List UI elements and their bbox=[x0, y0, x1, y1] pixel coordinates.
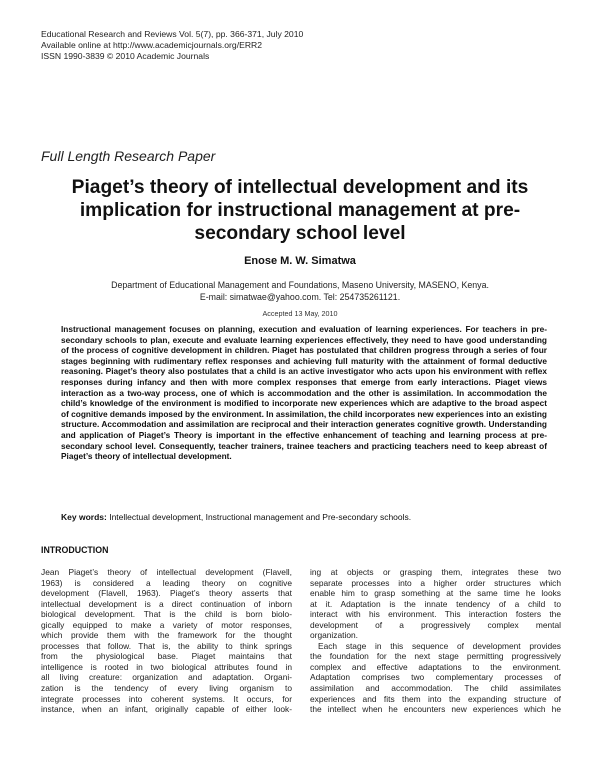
body-line: intellectual development is a direct continuation of inborn bbox=[41, 598, 292, 609]
body-line: development (Flavell, 1963). Piaget’s theory asserts that bbox=[41, 588, 292, 599]
title-line: Piaget’s theory of intellectual development and its bbox=[71, 177, 529, 198]
keywords bbox=[61, 512, 551, 522]
body-line: from the physiological base. Piaget maintains that bbox=[41, 651, 292, 662]
paper-title bbox=[56, 176, 544, 245]
body-line: the intellect when he encounters new experiences which he bbox=[310, 704, 561, 715]
body-line: ing at objects or grasping them, integrates these two bbox=[310, 567, 561, 577]
contact-line: E-mail: simatwae@yahoo.com. Tel: 254735261121. bbox=[199, 292, 401, 302]
body-line: processes that follow. That is, the ability to think springs bbox=[41, 640, 292, 651]
abstract: Instructional management focuses on planning, execution and evaluation of learning experiences. For teachers in pre-secondary schools to plan, execute and evaluate learning experiences effectively, they need to have good understanding of the process of cognitive development in children. Piaget has postulated that children progress through a series of four stages beginning with rudimentary reflex responses and achieving full maturity with the attainment of formal deductive reasoning. Piaget’s theory also postulates that a child is an active investigator who acts upon his environment with reflex responses during infancy and then with more complex responses that emerge from early interactions. Piaget views interaction as a two-way process, one of which is accommodation and the other is assimilation. In accommodation the child’s knowledge of the environment is modified to incorporate new experiences which are adaptive to the broad aspect of cognitive demands imposed by the environment. In assimilation, the child incorporates new experiences into an existing structure. Accommodation and assimilation are reciprocal and their interaction generates cognitive growth. Understanding and application of Piaget’s Theory is important in the effective enhancement of teaching and learning process at pre-secondary school level. Consequently, teacher trainers, trainee teachers and practicing teachers need to keep abreast of Piaget’s theory of intellectual development. bbox=[61, 324, 547, 462]
author-affiliation bbox=[0, 279, 600, 303]
journal-url: Available online at http://www.academicjournals.org/ERR2 bbox=[41, 40, 263, 50]
body-column-left bbox=[41, 567, 292, 715]
title-line: implication for instructional management at pre- bbox=[79, 200, 521, 221]
body-line: integrate processes into coherent systems. It occurs, for bbox=[41, 693, 292, 704]
body-line: zation is the tendency of every living organism to bbox=[41, 683, 292, 694]
body-line: organization. bbox=[310, 630, 358, 641]
body-line: complex and effective adaptations to the environment. bbox=[310, 661, 561, 672]
body-column-right bbox=[310, 567, 561, 715]
body-line: separate processes into a higher order structures which bbox=[310, 577, 561, 588]
body-line: instance, when an infant, originally capable of either look- bbox=[41, 704, 292, 715]
keywords-text: Intellectual development, Instructional management and Pre-secondary schools. bbox=[109, 512, 412, 522]
journal-citation: Educational Research and Reviews Vol. 5(7), pp. 366-371, July 2010 bbox=[41, 29, 304, 39]
body-line: experiences and fits them into the expanding structure of bbox=[310, 693, 561, 704]
body-line: 1963) is considered a leading theory on cognitive bbox=[41, 577, 292, 588]
body-line: which provide them with the framework for the thought bbox=[41, 630, 292, 641]
keywords-label: Key words: bbox=[61, 512, 107, 522]
journal-header bbox=[41, 29, 303, 62]
body-line: Adaptation comprises two complementary processes of bbox=[310, 672, 561, 683]
body-line: interact with his environment. This interaction fosters the bbox=[310, 609, 561, 620]
body-line: assimilation and accommodation. The child assimilates bbox=[310, 683, 561, 694]
body-line: biological development. That is the child is born biolo- bbox=[41, 609, 292, 620]
body-line: Each stage in this sequence of development provides bbox=[318, 640, 561, 651]
paper-type: Full Length Research Paper bbox=[41, 148, 216, 164]
author-name: Enose M. W. Simatwa bbox=[244, 255, 356, 267]
body-line: at it. Adaptation is the innate tendency of a child to bbox=[310, 598, 561, 609]
journal-issn: ISSN 1990-3839 © 2010 Academic Journals bbox=[41, 51, 210, 61]
title-line: secondary school level bbox=[194, 223, 406, 244]
body-line: the foundation for the next stage permitting progressively bbox=[310, 651, 561, 662]
body-line: development of a progressively complex mental bbox=[310, 619, 561, 630]
section-heading-introduction: INTRODUCTION bbox=[41, 545, 109, 555]
body-line: Jean Piaget’s theory of intellectual development (Flavell, bbox=[41, 567, 292, 577]
body-line: gically equipped to make a variety of motor responses, bbox=[41, 619, 292, 630]
affiliation-line: Department of Educational Management and Foundations, Maseno University, MASENO, Kenya. bbox=[111, 280, 489, 290]
body-line: all living creature: organization and adaptation. Organi- bbox=[41, 672, 292, 683]
body-line: intelligence is rooted in two biological attributes found in bbox=[41, 661, 292, 672]
accepted-date: Accepted 13 May, 2010 bbox=[262, 309, 338, 318]
body-line: enable him to grasp something at the same time he looks bbox=[310, 588, 561, 599]
